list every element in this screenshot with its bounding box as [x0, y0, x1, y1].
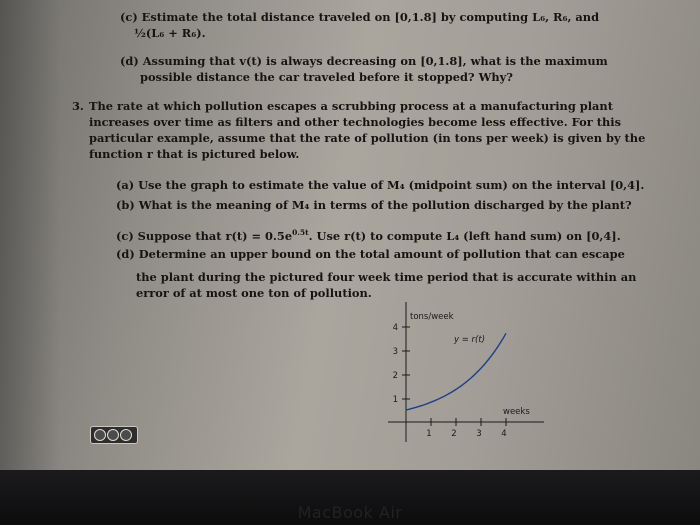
p3-part-c	[116, 226, 621, 243]
p3-part-c-post: . Use r(t) to compute L₄ (left hand sum) on [0,4].	[308, 228, 621, 243]
screen-shadow	[0, 0, 60, 470]
p3-intro-line1: The rate at which pollution escapes a scrubbing process at a manufacturing plant	[89, 99, 613, 113]
curve-label: y = r(t)	[454, 335, 486, 345]
y-tick-1: 1	[392, 395, 398, 405]
x-tick-4: 4	[501, 429, 507, 439]
p3-intro-line2: increases over time as filters and other technologies become less effective. For this	[89, 115, 621, 129]
x-tick-1: 1	[426, 429, 432, 439]
p2-d-line2: possible distance the car traveled before it stopped? Why?	[140, 70, 513, 84]
y-tick-3: 3	[392, 347, 398, 357]
y-tick-2: 2	[392, 371, 398, 381]
nc-sa-icon	[120, 429, 132, 441]
y-axis-label: tons/week	[410, 312, 454, 322]
p3-intro-line3: particular example, assume that the rate of pollution (in tons per week) is given by the	[89, 131, 646, 145]
p3-intro-line4: function r that is pictured below.	[89, 147, 300, 161]
pollution-rate-graph	[388, 302, 548, 452]
p2-c-line1: (c) Estimate the total distance traveled on [0,1.8] by computing L₆, R₆, and	[120, 10, 600, 24]
p3-part-d-line1: (d) Determine an upper bound on the total amount of pollution that can escape	[116, 247, 625, 261]
creative-commons-badge	[90, 426, 138, 444]
x-tick-2: 2	[451, 429, 457, 439]
p3-part-b: (b) What is the meaning of M₄ in terms of the pollution discharged by the plant?	[116, 198, 632, 212]
p3-part-c-pre: (c) Suppose that r(t) = 0.5e	[116, 228, 293, 243]
p3-part-d-line3: error of at most one ton of pollution.	[136, 286, 372, 300]
p3-part-a: (a) Use the graph to estimate the value of M₄ (midpoint sum) on the interval [0,4].	[116, 178, 645, 192]
p3-part-d-line2: the plant during the pictured four week time period that is accurate within an	[136, 270, 637, 284]
cc-icon	[94, 429, 106, 441]
y-tick-4: 4	[392, 323, 398, 333]
p2-d-line1: (d) Assuming that v(t) is always decreasing on [0,1.8], what is the maximum	[120, 54, 608, 68]
p3-number: 3.	[72, 99, 84, 113]
by-icon	[107, 429, 119, 441]
p3-part-c-exponent: 0.5t	[292, 228, 309, 237]
x-tick-3: 3	[476, 429, 482, 439]
bezel-brand-label: MacBook Air	[297, 503, 403, 522]
x-axis-label: weeks	[503, 407, 530, 417]
p2-c-line2: ½(L₆ + R₆).	[134, 26, 206, 40]
